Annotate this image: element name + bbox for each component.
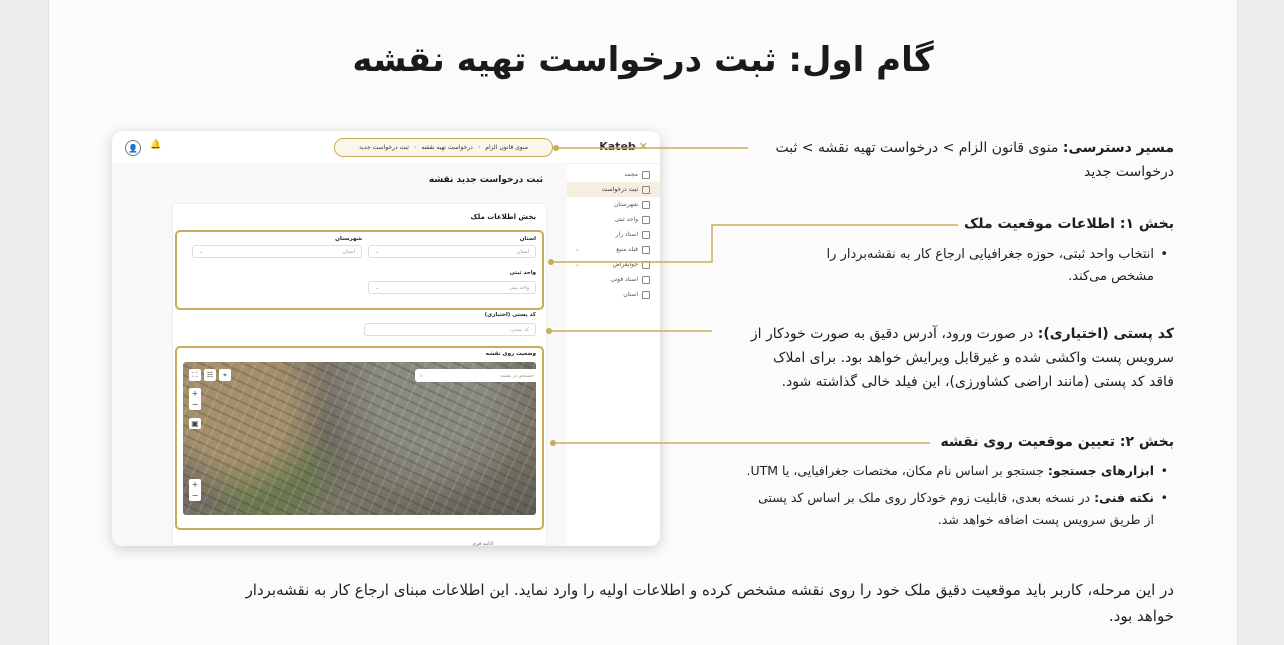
summary-text: در این مرحله، کاربر باید موقعیت دقیق ملک خود را روی نقشه مشخص کرده و اطلاعات اولیه را وارد نماید. این اطلاعات مبنای ارجاع کار به نقشه‌بردار — [245, 581, 1174, 599]
registry-unit-value: واحد ثبتی — [509, 284, 529, 291]
province-value: استان — [516, 248, 529, 255]
section1-title-text: بخش ۱: اطلاعات موقعیت ملک — [963, 216, 1174, 232]
connector-dot — [546, 328, 552, 334]
tech-note-bullet — [704, 487, 1154, 531]
county-label: شهرستان — [335, 236, 362, 242]
sidebar-item-label: استان — [623, 291, 638, 298]
logo-text: Kateb — [599, 140, 636, 153]
connector-dot — [550, 440, 556, 446]
section1-bullet — [754, 244, 1154, 288]
form-more-label: ادامه فرم — [473, 541, 494, 546]
access-path-text: منوی قانون الزام > درخواست تهیه نقشه > ثبت — [775, 140, 1059, 156]
bullet-text: جستجو بر اساس نام مکان، مختصات جغرافیایی، یا UTM. — [746, 463, 1044, 478]
postal-code-label: کد پستی (اختیاری) — [484, 312, 536, 318]
access-path-note — [754, 136, 1174, 184]
postal-note-text-3: فاقد کد پستی (مانند اراضی کشاورزی)، این فیلد خالی گذاشته شود. — [781, 374, 1174, 390]
bell-icon[interactable]: 🔔 — [150, 140, 162, 150]
postal-note-text-2: سرویس پست واکشی شده و غیرقابل ویرایش خواهد بود. برای املاک — [772, 350, 1174, 366]
province-label: استان — [519, 236, 536, 242]
bullet-text-cont: مشخص می‌کند. — [1068, 269, 1154, 284]
connector-dot — [553, 145, 559, 151]
sidebar-item-label: اسناد فوتی — [610, 276, 638, 283]
chevron-down-icon: ⌄ — [575, 246, 581, 253]
connector-dot — [548, 259, 554, 265]
layer-control-icon[interactable]: ▣ — [189, 418, 201, 429]
postal-note-text: در صورت ورود، آدرس دقیق به صورت خودکار از — [750, 326, 1034, 342]
map-search-placeholder: جستجو در نقشه — [500, 372, 534, 379]
zoom-out-icon[interactable]: − — [191, 491, 199, 500]
locate-icon[interactable]: ⌖ — [219, 369, 231, 381]
chevron-down-icon: ⌄ — [375, 248, 380, 255]
user-icon[interactable]: 👤 — [125, 140, 141, 156]
sidebar-item-label: شهرستان — [613, 201, 638, 208]
sidebar-item-label: جوابقراض — [612, 261, 638, 268]
page-title: ثبت درخواست جدید نقشه — [428, 175, 543, 185]
county-value: استان — [342, 248, 355, 255]
search-tools-bullet — [704, 460, 1154, 482]
chevron-left-icon: ‹ — [477, 144, 481, 151]
fullscreen-icon[interactable]: ⛶ — [189, 369, 201, 381]
sidebar-item-label: استاد زار — [615, 231, 638, 238]
section2-title — [844, 430, 1174, 454]
access-path-label: مسیر دسترسی: — [1062, 140, 1174, 156]
postal-note-label: کد پستی (اختیاری): — [1037, 326, 1174, 342]
postal-code-input[interactable]: کد پستی — [364, 323, 536, 336]
bullet-label: نکته فنی: — [1094, 490, 1154, 505]
breadcrumb-item[interactable]: درخواست تهیه نقشه — [421, 144, 473, 151]
breadcrumb-item[interactable]: منوی قانون الزام — [485, 144, 528, 151]
sidebar-item-label: فیلد منبع — [616, 246, 638, 253]
search-icon: ⌕ — [420, 372, 423, 379]
summary-text-cont: خواهد بود. — [1108, 607, 1174, 625]
postal-code-note — [704, 322, 1174, 394]
logo-mark-icon: ✕ — [638, 140, 648, 153]
bullet-text: • انتخاب واحد ثبتی، حوزه جغرافیایی ارجاع کار به نقشه‌بردار را — [826, 247, 1154, 262]
chevron-down-icon: ⌄ — [375, 284, 380, 291]
map-section-title: وضعیت روی نقشه — [485, 351, 536, 357]
bullet-text: در نسخه بعدی، قابلیت زوم خودکار روی ملک بر اساس کد پستی — [758, 490, 1091, 505]
zoom-out-icon[interactable]: − — [191, 400, 199, 409]
bullet-label: ابزارهای جستجو: — [1047, 463, 1154, 478]
section1-title — [844, 212, 1174, 236]
chevron-down-icon: ⌄ — [199, 248, 204, 255]
breadcrumb-item[interactable]: ثبت درخواست جدید — [359, 144, 409, 151]
zoom-in-icon[interactable]: + — [191, 480, 199, 489]
sidebar-item-label: ثبت درخواست — [601, 186, 638, 193]
bullet-text-cont: از طریق سرویس پست اضافه خواهد شد. — [937, 512, 1154, 527]
zoom-in-icon[interactable]: + — [191, 389, 199, 398]
summary-paragraph — [114, 577, 1174, 629]
chevron-down-icon: ⌄ — [575, 261, 581, 268]
access-path-text-cont: درخواست جدید — [1084, 164, 1174, 180]
registry-unit-label: واحد ثبتی — [509, 270, 536, 276]
form-section-title: بخش اطلاعات ملک — [470, 213, 536, 221]
sidebar-item-label: مجمد — [624, 171, 638, 178]
layers-icon[interactable]: ☷ — [204, 369, 216, 381]
chevron-left-icon: ‹ — [413, 144, 417, 151]
section2-title-text: بخش ۲: تعیین موقعیت روی نقشه — [940, 434, 1174, 450]
sidebar-item-label: واحد ثبتی — [614, 216, 638, 223]
slide-title: گام اول: ثبت درخواست تهیه نقشه — [352, 40, 934, 80]
